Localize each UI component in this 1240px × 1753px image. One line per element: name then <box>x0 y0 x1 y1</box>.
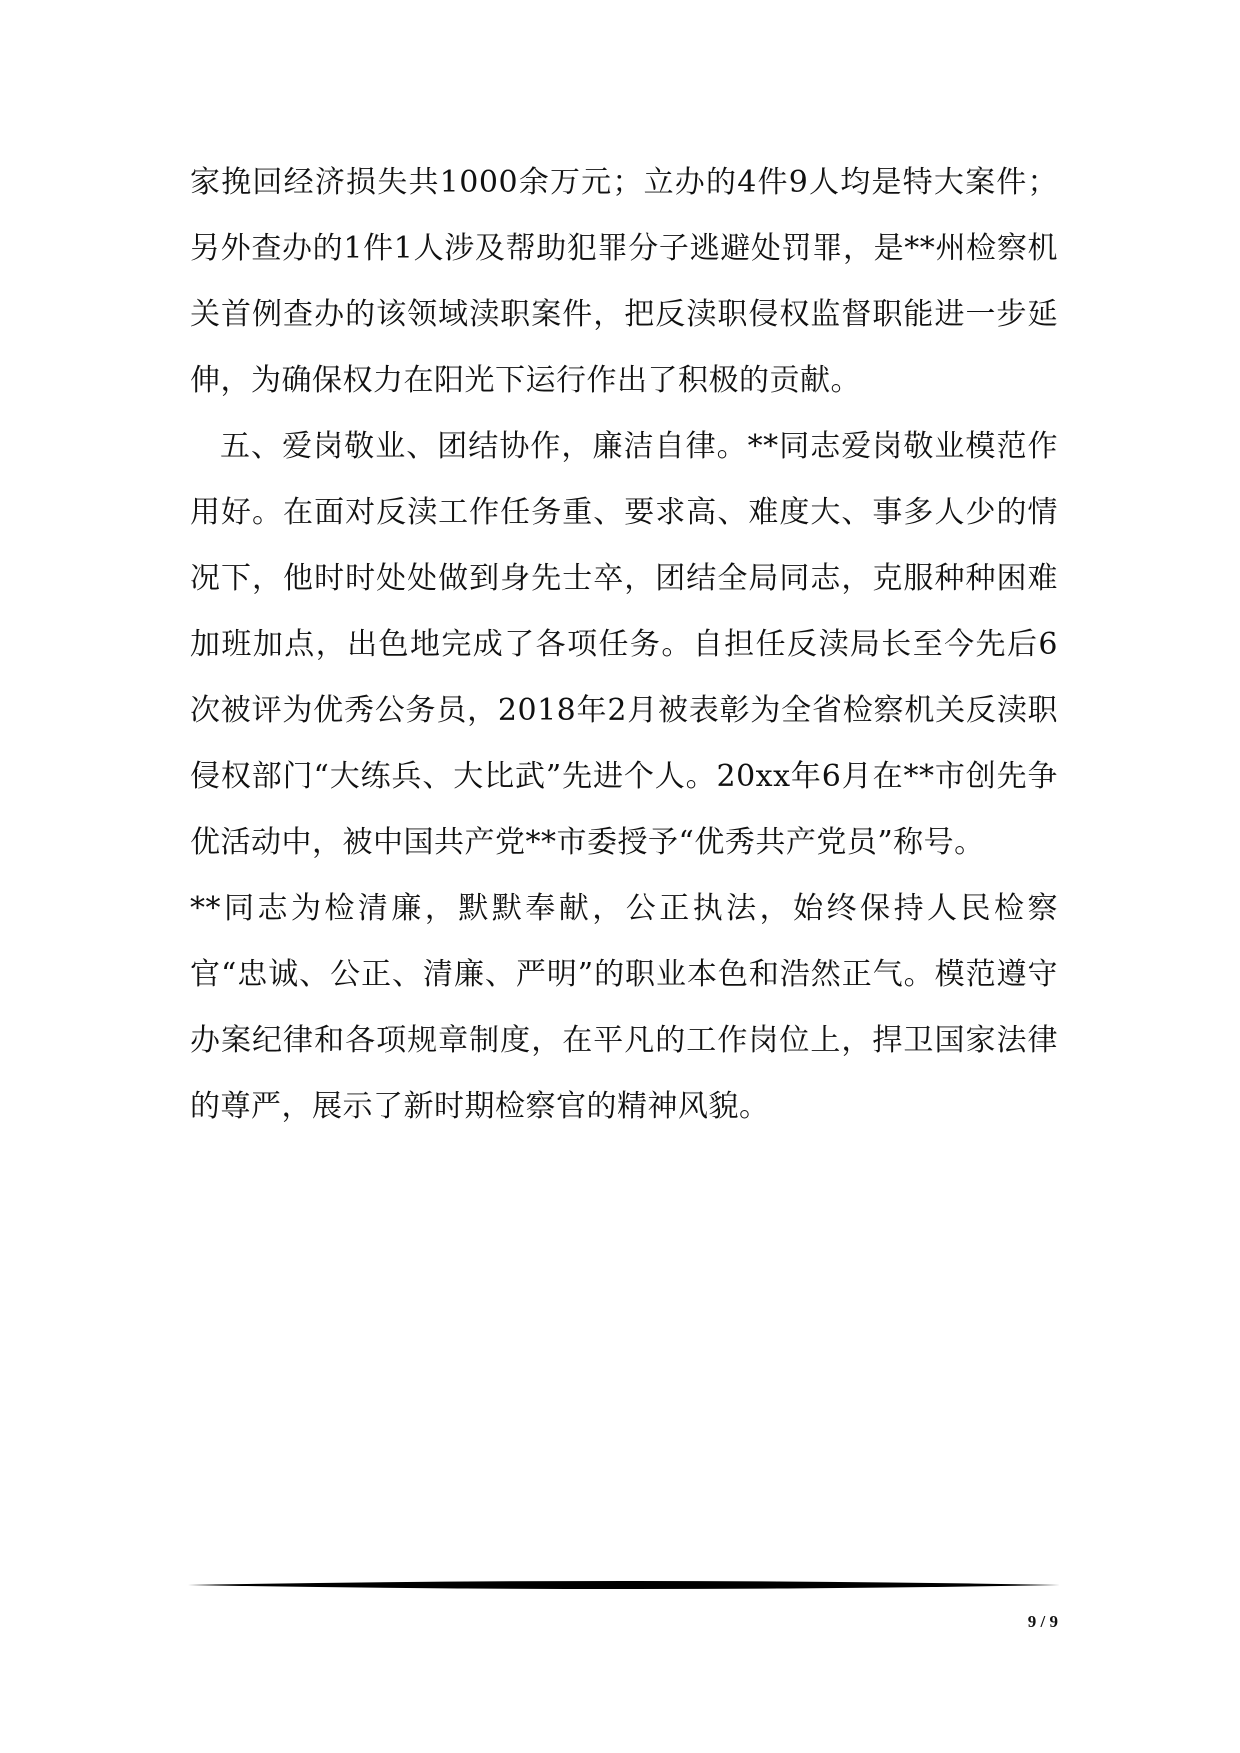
paragraph-closing: **同志为检清廉，默默奉献，公正执法，始终保持人民检察官“忠诚、公正、清廉、严明”的职业本色和浩然正气。模范遵守办案纪律和各项规章制度，在平凡的工作岗位上，捍卫国家法律的尊严，展示了新时期检察官的精神风貌。 <box>190 891 1058 1124</box>
document-body <box>190 150 1058 1140</box>
paragraph-section-five: 五、爱岗敬业、团结协作，廉洁自律。**同志爱岗敬业模范作用好。在面对反渎工作任务重、要求高、难度大、事多人少的情况下，他时时处处做到身先士卒，团结全局同志，克服种种困难加班加点，出色地完成了各项任务。自担任反渎局长至今先后6次被评为优秀公务员，2018年2月被表彰为全省检察机关反渎职侵权部门“大练兵、大比武”先进个人。20xx年6月在**市创先争优活动中，被中国共产党**市委授予“优秀共产党员”称号。 <box>190 429 1058 860</box>
page-number: 9 / 9 <box>1027 1612 1058 1631</box>
footer-divider <box>188 1578 1060 1592</box>
paragraph-continued: 家挽回经济损失共1000余万元；立办的4件9人均是特大案件；另外查办的1件1人涉及帮助犯罪分子逃避处罚罪，是**州检察机关首例查办的该领域渎职案件，把反渎职侵权监督职能进一步延伸，为确保权力在阳光下运行作出了积极的贡献。 <box>190 165 1058 398</box>
